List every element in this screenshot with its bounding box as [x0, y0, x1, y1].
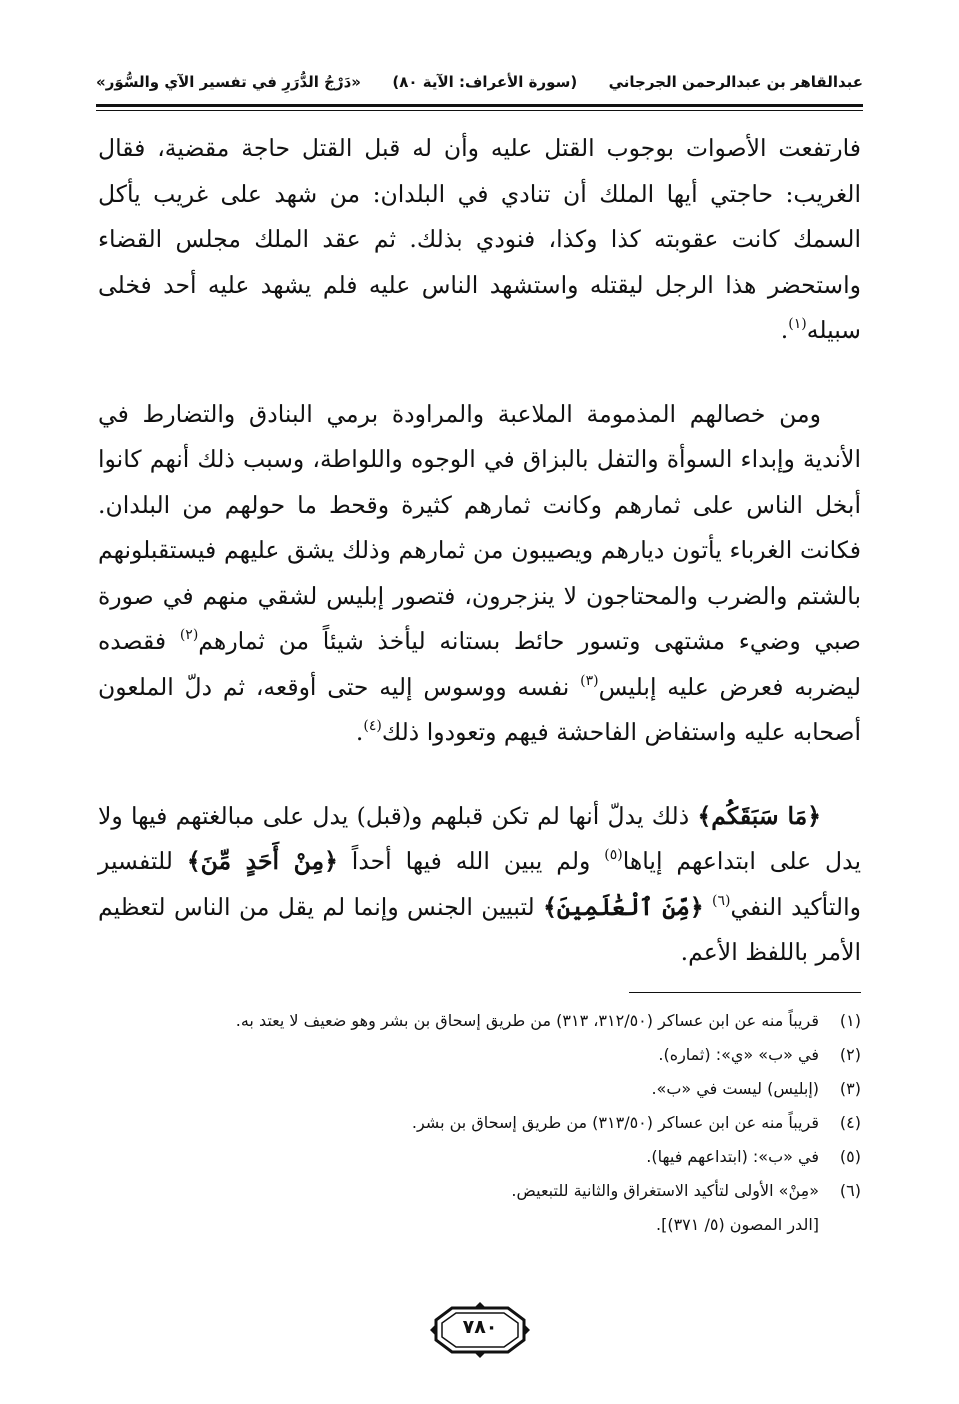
header-rule — [96, 104, 863, 107]
footnote-item — [98, 1038, 861, 1072]
footnote-text: «مِنْ» الأولى لتأكيد الاستغراق والثانية للتبعيض. — [511, 1181, 819, 1200]
footnote-text: قريباً منه عن ابن عساكر (٣١٢/٥٠، ٣١٣) من طريق إسحاق بن بشر وهو ضعيف لا يعتد به. — [235, 1011, 819, 1030]
paragraph-1-end: . — [780, 316, 789, 344]
footnote-number: (٢) — [839, 1045, 861, 1064]
paragraph-3-end: لتبيين الجنس وإنما لم يقل من الناس لتعظيم الأمر باللفظ الأعم. — [98, 892, 861, 966]
paragraph-2-text-b: فقصده ليضربه فعرض عليه إبليس — [98, 627, 861, 701]
footnote-number: (٤) — [839, 1113, 861, 1132]
quran-quote-1: ﴿مَا سَبَقَكُم﴾ — [697, 801, 821, 830]
paragraph-3-text-b: ولم يبين الله فيها أحداً — [337, 847, 605, 875]
footnote-separator — [629, 992, 861, 993]
main-text — [98, 126, 861, 976]
page-number-ornament — [430, 1302, 530, 1358]
footnote-item — [98, 1140, 861, 1174]
paragraph-gap — [98, 354, 861, 392]
paragraph-2-end: . — [355, 718, 364, 746]
paragraph-2 — [98, 392, 861, 756]
paragraph-2-text-c: نفسه ووسوس إليه حتى أوقعه، ثم دلّ الملعون أصحابه عليه واستفاض الفاحشة فيهم وتعودوا ذلك — [98, 672, 861, 746]
quran-quote-3: ﴿مِّنَ ٱلْعَٰلَمِينَ﴾ — [543, 892, 704, 921]
footnotes — [98, 1004, 861, 1242]
paragraph-3-text: ذلك يدلّ أنها لم تكن قبلهم و(قبل) يدل على مبالغتهم فيها ولا يدل على ابتداعهم إياها — [98, 801, 861, 875]
footnote-number: (١) — [839, 1011, 861, 1030]
paragraph-3-text-c: للتفسير والتأكيد النفي — [98, 847, 861, 921]
footnote-marker-6[interactable]: (٦) — [711, 892, 731, 909]
paragraph-3 — [98, 794, 861, 976]
footnote-source: [الدر المصون (٥/ ٣٧١)]. — [656, 1215, 819, 1234]
header-author: عبدالقاهر بن عبدالرحمن الجرجاني — [608, 73, 863, 91]
quran-quote-2: ﴿مِنْ أَحَدٍ مِّنَ﴾ — [186, 847, 338, 875]
footnote-text: قريباً منه عن ابن عساكر (٣١٣/٥٠) من طريق إسحاق بن بشر. — [411, 1113, 819, 1132]
page-number: ٧٨٠ — [462, 1316, 498, 1338]
header-surah-location: (سورة الأعراف: الآية ٨٠) — [392, 73, 578, 91]
paragraph-1-text: فارتفعت الأصوات بوجوب القتل عليه وأن له قبل القتل حاجة مقضية، فقال الغريب: حاجتي أيها الملك أن تنادي في البلدان: من شهد على غريب يأكل السمك كانت عقوبته كذا وكذا، فنودي بذلك. ثم عقد الملك مجلس القضاء واستحضر هذا الرجل ليقتله واستشهد الناس عليه فلم يشهد عليه أحد فخلى سبيله — [98, 134, 861, 344]
footnote-item — [98, 1072, 861, 1106]
footnote-number: (٥) — [839, 1147, 861, 1166]
footnote-item — [98, 1106, 861, 1140]
footnote-item — [98, 1004, 861, 1038]
footnote-number: (٣) — [839, 1079, 861, 1098]
running-header — [96, 62, 863, 102]
paragraph-1 — [98, 126, 861, 354]
paragraph-gap — [98, 756, 861, 794]
footnote-marker-5[interactable]: (٥) — [604, 847, 623, 863]
footnote-text: في «ب» «ي»: (ثماره). — [658, 1045, 819, 1064]
footnote-marker-3[interactable]: (٣) — [580, 672, 599, 689]
footnote-marker-2[interactable]: (٢) — [179, 627, 199, 643]
footnote-text: (إبليس) ليست في «ب». — [651, 1079, 819, 1098]
header-book-title: «دَرْجُ الدُّرَرِ في تفسير الآي والسُّوَر» — [96, 73, 361, 91]
footnote-item — [98, 1174, 861, 1208]
paragraph-3-space — [704, 893, 712, 921]
footnote-text: في «ب»: (ابتداعهم فيها). — [646, 1147, 819, 1166]
footnote-marker-4[interactable]: (٤) — [363, 718, 382, 734]
header-rule-thin — [96, 110, 863, 111]
footnote-number: (٦) — [839, 1181, 861, 1200]
paragraph-2-text: ومن خصالهم المذمومة الملاعبة والمراودة برمي البنادق والتضارط في الأندية وإبداء السوأة والتفل بالبزاق في الوجوه واللواطة، وسبب ذلك أنهم كانوا أبخل الناس على ثمارهم وكانت ثمارهم كثيرة وقحط ما حولهم من البلدان. فكانت الغرباء يأتون ديارهم ويصيبون من ثمارهم وذلك يشق عليهم فيستقبلونهم بالشتم والضرب والمحتاجون لا ينزجرون، فتصور إبليس لشقي منهم في صورة صبي وضيء مشتهى وتسور حائط بستانه ليأخذ شيئاً من ثمارهم — [98, 399, 861, 655]
footnote-marker-1[interactable]: (١) — [788, 316, 807, 332]
